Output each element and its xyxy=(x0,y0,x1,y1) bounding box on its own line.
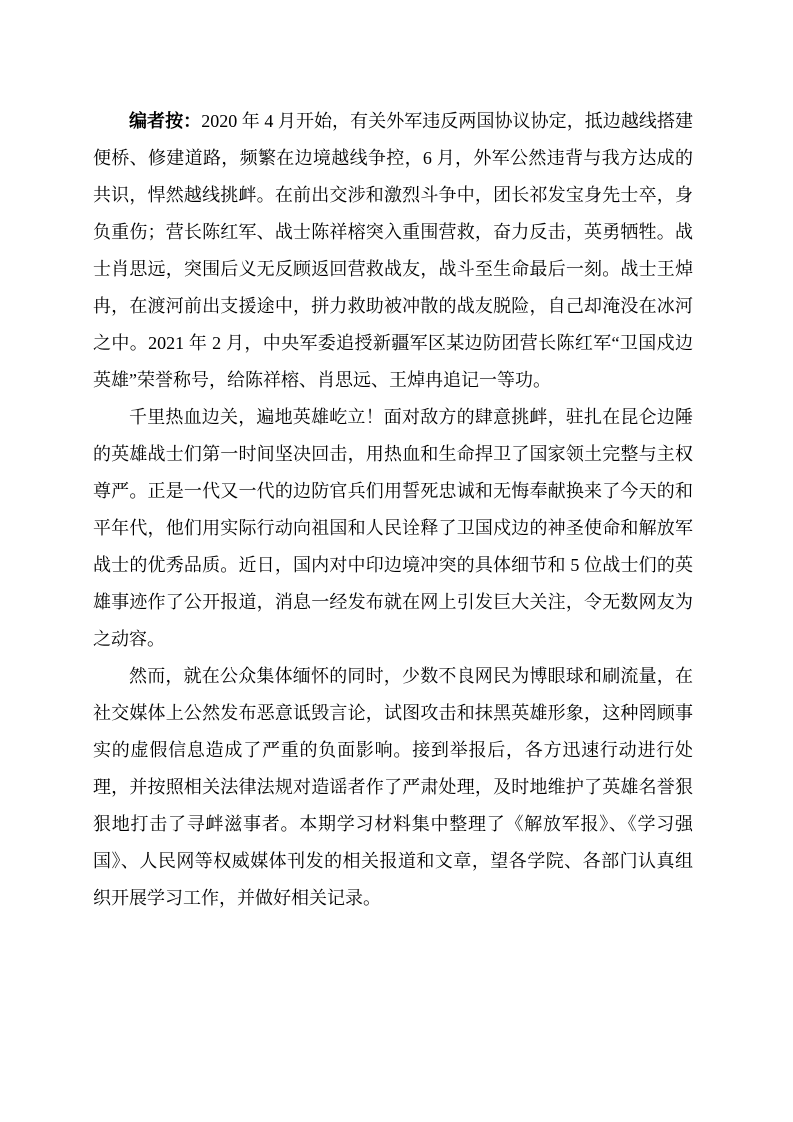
paragraph-text: 然而，就在公众集体缅怀的同时，少数不良网民为博眼球和刷流量，在社交媒体上公然发布恶意诋毁言论，试图攻击和抹黑英雄形象，这种罔顾事实的虚假信息造成了严重的负面影响。接到举报后，各方迅速行动进行处理，并按照相关法律法规对造谣者作了严肃处理，及时地维护了英雄名誉狠狠地打击了寻衅滋事者。本期学习材料集中整理了《解放军报》、《学习强国》、人民网等权威媒体刊发的相关报道和文章，望各学院、各部门认真组织开展学习工作，并做好相关记录。 xyxy=(93,666,693,908)
paragraph-editor-note xyxy=(93,103,693,399)
paragraph-heroes-tribute xyxy=(93,399,693,658)
document-body xyxy=(93,103,693,917)
paragraph-study-directive xyxy=(93,658,693,917)
paragraph-text: 千里热血边关，遍地英雄屹立！面对敌方的肆意挑衅，驻扎在昆仑边陲的英雄战士们第一时间坚决回击，用热血和生命捍卫了国家领土完整与主权尊严。正是一代又一代的边防官兵们用誓死忠诚和无悔奉献换来了今天的和平年代，他们用实际行动向祖国和人民诠释了卫国戍边的神圣使命和解放军战士的优秀品质。近日，国内对中印边境冲突的具体细节和 5 位战士们的英雄事迹作了公开报道，消息一经发布就在网上引发巨大关注，令无数网友为之动容。 xyxy=(93,407,693,649)
paragraph-lead-editor-note: 编者按： xyxy=(129,111,202,131)
paragraph-text: 2020 年 4 月开始，有关外军违反两国协议协定，抵边越线搭建便桥、修建道路，频繁在边境越线争控，6 月，外军公然违背与我方达成的共识，悍然越线挑衅。在前出交涉和激烈斗争中，团长祁发宝身先士卒，身负重伤；营长陈红军、战士陈祥榕突入重围营救，奋力反击，英勇牺牲。战士肖思远，突围后义无反顾返回营救战友，战斗至生命最后一刻。战士王焯冉，在渡河前出支援途中，拼力救助被冲散的战友脱险，自己却淹没在冰河之中。2021 年 2 月，中央军委追授新疆军区某边防团营长陈红军“卫国戍边英雄”荣誉称号，给陈祥榕、肖思远、王焯冉追记一等功。 xyxy=(93,111,694,390)
